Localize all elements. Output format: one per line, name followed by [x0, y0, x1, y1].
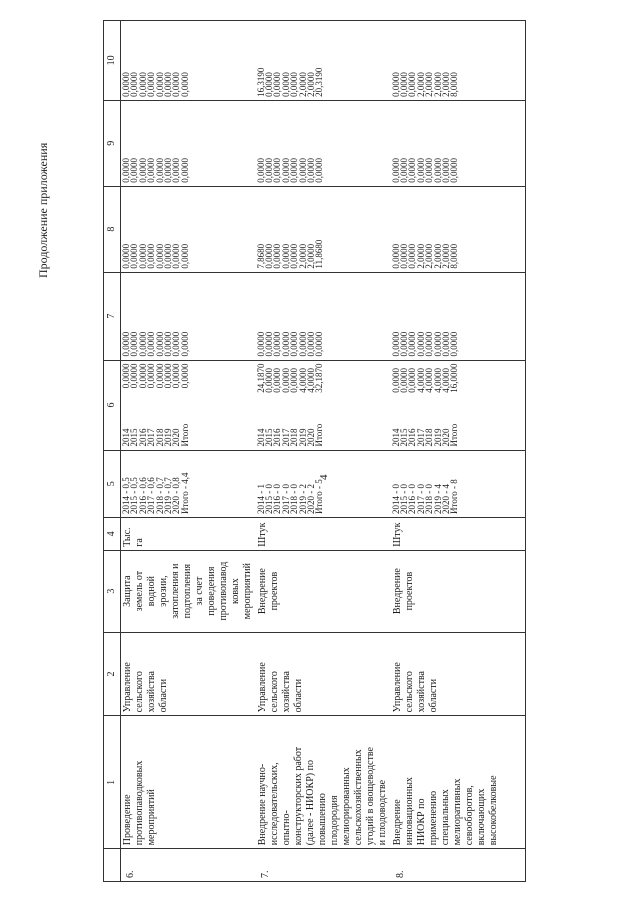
amount-cell [121, 100, 256, 186]
text-line: хозяйства [146, 671, 157, 713]
plan-value: Итого - 5 [314, 479, 325, 514]
amount-value: 0,0000 [121, 72, 131, 97]
year-value: 2020 [440, 428, 451, 447]
amount-value: 0,0000 [390, 331, 401, 357]
amount-value: 0,0000 [407, 368, 418, 393]
amount-value: 0,0000 [129, 157, 140, 183]
year-value: 2015 [129, 428, 140, 447]
amount-value: 0,0000 [432, 157, 443, 183]
plan-value: 2014 - 0 [390, 484, 401, 514]
amount-value: 0,0000 [280, 157, 291, 183]
amount-value: 0,0000 [314, 157, 325, 183]
text-line: Тыс. [122, 527, 133, 547]
year-value: Итого [314, 423, 325, 447]
year-value: 2019 [163, 428, 174, 447]
amount-value: 0,0000 [129, 243, 140, 269]
amount-value: 0,0000 [154, 72, 165, 97]
amount-value: 0,0000 [305, 331, 316, 357]
text-line: конструкторских работ [292, 746, 304, 846]
amount-value: 0,0000 [171, 363, 182, 389]
amount-value: 0,0000 [280, 72, 291, 97]
header-cell: 8 [104, 186, 121, 272]
amount-value: 0,0000 [263, 331, 274, 357]
text-line: хозяйства [280, 671, 292, 713]
table-row [391, 21, 526, 882]
amount-value: 0,0000 [121, 157, 131, 183]
text-line: области [292, 678, 304, 713]
text-line: проектов [268, 571, 280, 611]
text-line: специальных [439, 789, 451, 846]
activity-cell [391, 716, 526, 849]
amount-cell [391, 186, 526, 272]
amount-value: 0,0000 [154, 157, 165, 183]
year-value: 2019 [432, 428, 443, 447]
table-row [121, 21, 256, 882]
program-table [103, 20, 526, 882]
text-line: Штук [256, 522, 268, 547]
text-line: хозяйства [415, 671, 427, 713]
amount-value: 0,0000 [179, 157, 190, 183]
amount-value: 7,8680 [255, 243, 266, 269]
years-list [392, 424, 459, 447]
header-cell: 9 [104, 100, 121, 186]
plan-value: 2019 - 0,7 [163, 477, 174, 514]
amount-value: 0,0000 [146, 363, 157, 389]
activity-cell [121, 716, 256, 849]
amount-value: 11,8680 [314, 239, 325, 269]
amount-value: 0,0000 [407, 243, 418, 269]
amount-value: 0,0000 [171, 72, 182, 97]
indicator-cell [121, 550, 256, 632]
text-line: противопавод [218, 561, 229, 621]
amount-value: 0,0000 [255, 157, 266, 183]
plan-value: 2015 - 0 [263, 484, 274, 514]
text-line: Защита [122, 575, 133, 607]
amount-cell [256, 100, 391, 186]
plan-value: 2016 - 0 [272, 484, 283, 514]
amount-value: 0,0000 [163, 243, 174, 269]
plan-value: 2016 - 0,6 [137, 477, 148, 514]
text-line: сельского [134, 671, 145, 713]
year-value: 2018 [424, 428, 435, 447]
amount-value: 0,0000 [449, 157, 460, 183]
year-amount-cell [121, 360, 256, 450]
amount-value: 0,0000 [171, 157, 182, 183]
amount-value: 0,0000 [146, 331, 157, 357]
row-number-cell: 7. [256, 849, 391, 882]
text-line: га [134, 538, 145, 547]
amount-list [257, 364, 324, 393]
unit-cell [256, 518, 391, 551]
amount-value: 0,0000 [137, 72, 148, 97]
amount-value: 0,0000 [289, 157, 300, 183]
amount-value: 0,0000 [146, 157, 157, 183]
amount-value: 4,0000 [424, 368, 435, 393]
amount-cell [121, 21, 256, 101]
plan-value: 2019 - 4 [432, 484, 443, 514]
amount-value: 0,0000 [163, 157, 174, 183]
text-line: эрозии, [158, 575, 169, 607]
header-cell: 7 [104, 272, 121, 360]
amount-cell [391, 272, 526, 360]
amount-value: 0,0000 [154, 331, 165, 357]
amount-value: 0,0000 [154, 243, 165, 269]
continuation-label: Продолжение приложения [36, 142, 50, 278]
plan-value: 2020 - 0,8 [171, 477, 182, 514]
text-line: исследовательских, [268, 762, 280, 846]
amount-list [392, 364, 459, 393]
amount-value: 0,0000 [272, 157, 283, 183]
plan-value: 2017 - 0,6 [146, 477, 157, 514]
year-value: Итого [179, 423, 190, 447]
amount-value: 16,3190 [255, 67, 266, 97]
amount-value: 0,0000 [154, 363, 165, 389]
plan-value: 2015 - 0 [398, 484, 409, 514]
text-line: мероприятий [146, 789, 157, 846]
amount-value: 0,0000 [163, 331, 174, 357]
text-line: Внедрение научно- [256, 763, 268, 846]
plan-value: 2018 - 0,7 [154, 477, 165, 514]
year-value: 2015 [398, 428, 409, 447]
text-line: высокобелковые [487, 775, 499, 846]
header-cell: 10 [104, 21, 121, 101]
executor-cell [256, 632, 391, 716]
amount-value: 0,0000 [390, 368, 401, 393]
text-line: Проведение [122, 794, 133, 846]
text-line: мелиоративных [451, 778, 463, 846]
executor-cell [391, 632, 526, 716]
year-value: 2018 [289, 428, 300, 447]
year-value: 2020 [305, 428, 316, 447]
plan-value: 2014 - 0,5 [121, 477, 131, 514]
amount-value: 24,1870 [255, 363, 266, 393]
text-line: плодородия [328, 795, 340, 846]
text-line: подтопления [182, 563, 193, 619]
amount-value: 0,0000 [129, 331, 140, 357]
text-line: мероприятий [242, 563, 253, 620]
table-row [256, 21, 391, 882]
page-number: 4 [318, 474, 330, 480]
amount-value: 0,0000 [415, 157, 426, 183]
amount-value: 2,0000 [415, 243, 426, 269]
text-line: повышению [316, 793, 328, 846]
year-value: 2014 [121, 428, 131, 447]
amount-value: 32,1870 [314, 363, 325, 393]
text-line: севооборотов, [463, 785, 475, 846]
table-body [121, 21, 526, 882]
text-line: сельскохозяйственных [352, 749, 364, 846]
amount-value: 0,0000 [263, 368, 274, 393]
row-number-cell: 6. [121, 849, 256, 882]
amount-value: 4,0000 [440, 368, 451, 393]
amount-value: 2,0000 [297, 243, 308, 269]
amount-value: 0,0000 [289, 243, 300, 269]
plan-value: 2018 - 0 [289, 484, 300, 514]
indicator-cell [256, 550, 391, 632]
text-line: за счет [194, 576, 205, 606]
amount-value: 0,0000 [280, 368, 291, 393]
header-cell [104, 849, 121, 882]
amount-value: 0,0000 [289, 331, 300, 357]
amount-value: 16,0000 [449, 363, 460, 393]
text-line: и плодоводстве [376, 779, 388, 846]
text-line: проектов [403, 571, 415, 611]
years-list [257, 424, 324, 447]
amount-value: 0,0000 [280, 243, 291, 269]
amount-value: 0,0000 [432, 331, 443, 357]
amount-value: 8,0000 [449, 72, 460, 97]
amount-value: 0,0000 [263, 157, 274, 183]
text-line: земель от [134, 570, 145, 612]
amount-value: 0,0000 [390, 243, 401, 269]
amount-value: 0,0000 [171, 331, 182, 357]
text-line: применению [427, 790, 439, 846]
text-line: Внедрение [256, 568, 268, 615]
plan-cell [121, 450, 256, 517]
year-value: 2017 [415, 428, 426, 447]
year-value: 2020 [171, 428, 182, 447]
amount-value: 0,0000 [163, 363, 174, 389]
amount-cell [121, 186, 256, 272]
plan-value: 2015 - 0,5 [129, 477, 140, 514]
header-cell: 2 [104, 632, 121, 716]
amount-value: 0,0000 [314, 331, 325, 357]
amount-value: 0,0000 [121, 243, 131, 269]
plan-value: 2020 - 4 [440, 484, 451, 514]
year-value: 2017 [146, 428, 157, 447]
text-line: сельского [403, 671, 415, 713]
amount-value: 0,0000 [390, 157, 401, 183]
year-amount-cell [256, 360, 391, 450]
amount-value: 0,0000 [424, 157, 435, 183]
amount-value: 20,3190 [314, 67, 325, 97]
year-amount-cell [391, 360, 526, 450]
plan-value: 2018 - 0 [424, 484, 435, 514]
amount-value: 0,0000 [179, 72, 190, 97]
text-line: Штук [391, 522, 403, 547]
amount-value: 2,0000 [440, 72, 451, 97]
amount-value: 0,0000 [121, 331, 131, 357]
amount-value: 0,0000 [171, 243, 182, 269]
year-value: 2015 [263, 428, 274, 447]
text-line: опытно- [280, 810, 292, 846]
table-header-row [104, 21, 121, 882]
year-value: 2016 [407, 428, 418, 447]
amount-value: 0,0000 [272, 368, 283, 393]
years-list [122, 424, 189, 447]
amount-value: 0,0000 [398, 157, 409, 183]
amount-value: 0,0000 [272, 243, 283, 269]
text-line: Управление [391, 662, 403, 713]
year-value: 2018 [154, 428, 165, 447]
amount-value: 0,0000 [137, 363, 148, 389]
text-line: области [427, 678, 439, 713]
amount-value: 0,0000 [449, 331, 460, 357]
amount-value: 0,0000 [424, 331, 435, 357]
plan-value: Итого - 4,4 [179, 472, 190, 514]
text-line: водной [146, 576, 157, 607]
text-line: (далее - НИОКР) по [304, 760, 316, 846]
year-value: Итого [449, 423, 460, 447]
plan-value: 2019 - 2 [297, 484, 308, 514]
amount-value: 0,0000 [137, 243, 148, 269]
amount-value: 0,0000 [398, 72, 409, 97]
year-value: 2019 [297, 428, 308, 447]
amount-value: 0,0000 [137, 157, 148, 183]
amount-value: 4,0000 [415, 368, 426, 393]
amount-value: 2,0000 [305, 243, 316, 269]
amount-value: 0,0000 [398, 368, 409, 393]
amount-value: 2,0000 [440, 243, 451, 269]
text-line: мелиорированных [340, 767, 352, 846]
amount-value: 0,0000 [179, 243, 190, 269]
amount-value: 0,0000 [255, 331, 266, 357]
amount-cell [391, 21, 526, 101]
amount-cell [121, 272, 256, 360]
amount-value: 4,0000 [432, 368, 443, 393]
amount-value: 0,0000 [415, 331, 426, 357]
amount-value: 0,0000 [129, 72, 140, 97]
row-number-cell: 8. [391, 849, 526, 882]
plan-value: 2014 - 1 [255, 484, 266, 514]
amount-value: 2,0000 [432, 243, 443, 269]
year-value: 2014 [255, 428, 266, 447]
amount-value: 0,0000 [146, 72, 157, 97]
amount-value: 2,0000 [424, 243, 435, 269]
amount-value: 0,0000 [407, 331, 418, 357]
amount-value: 0,0000 [263, 72, 274, 97]
header-cell: 4 [104, 518, 121, 551]
text-line: сельского [268, 671, 280, 713]
amount-cell [256, 272, 391, 360]
amount-value: 0,0000 [129, 363, 140, 389]
plan-value: 2017 - 0 [415, 484, 426, 514]
text-line: ковых [230, 578, 241, 605]
plan-value: 2020 - 2 [305, 484, 316, 514]
amount-value: 4,0000 [305, 368, 316, 393]
amount-value: 0,0000 [297, 157, 308, 183]
amount-value: 0,0000 [263, 243, 274, 269]
text-line: противопаводковых [134, 760, 145, 846]
amount-value: 0,0000 [297, 331, 308, 357]
header-cell: 6 [104, 360, 121, 450]
amount-value: 0,0000 [280, 331, 291, 357]
amount-cell [391, 100, 526, 186]
amount-value: 0,0000 [272, 72, 283, 97]
executor-cell [121, 632, 256, 716]
amount-value: 0,0000 [407, 72, 418, 97]
amount-value: 0,0000 [146, 243, 157, 269]
amount-cell [256, 186, 391, 272]
text-line: инновационных [403, 777, 415, 846]
amount-value: 0,0000 [440, 157, 451, 183]
amount-cell [256, 21, 391, 101]
amount-value: 0,0000 [398, 243, 409, 269]
amount-value: 0,0000 [398, 331, 409, 357]
year-value: 2016 [137, 428, 148, 447]
plan-value: Итого - 8 [449, 479, 460, 514]
year-value: 2016 [272, 428, 283, 447]
rotated-table-container [103, 20, 524, 882]
amount-value: 0,0000 [390, 72, 401, 97]
amount-list [122, 364, 189, 389]
header-cell: 1 [104, 716, 121, 849]
amount-value: 2,0000 [424, 72, 435, 97]
text-line: Управление [122, 662, 133, 713]
amount-value: 0,0000 [272, 331, 283, 357]
text-line: НИОКР по [415, 798, 427, 846]
amount-value: 2,0000 [305, 72, 316, 97]
year-value: 2017 [280, 428, 291, 447]
plan-cell [391, 450, 526, 517]
amount-value: 0,0000 [179, 363, 190, 389]
indicator-cell [391, 550, 526, 632]
amount-value: 0,0000 [163, 72, 174, 97]
amount-value: 0,0000 [179, 331, 190, 357]
text-line: затопления и [170, 563, 181, 619]
unit-cell [391, 518, 526, 551]
text-line: включающих [475, 788, 487, 846]
amount-value: 0,0000 [289, 72, 300, 97]
amount-value: 0,0000 [137, 331, 148, 357]
plan-value: 2016 - 0 [407, 484, 418, 514]
text-line: Внедрение [391, 799, 403, 846]
text-line: Внедрение [391, 568, 403, 615]
year-value: 2014 [390, 428, 401, 447]
amount-value: 0,0000 [440, 331, 451, 357]
amount-value: 2,0000 [297, 72, 308, 97]
amount-value: 0,0000 [407, 157, 418, 183]
text-line: области [158, 678, 169, 713]
activity-cell [256, 716, 391, 849]
amount-value: 0,0000 [121, 363, 131, 389]
header-cell: 5 [104, 450, 121, 517]
unit-cell [121, 518, 256, 551]
text-line: проведения [206, 566, 217, 616]
text-line: угодий в овощеводстве [364, 747, 376, 846]
amount-value: 8,0000 [449, 243, 460, 269]
plan-value: 2017 - 0 [280, 484, 291, 514]
amount-value: 0,0000 [305, 157, 316, 183]
amount-value: 2,0000 [415, 72, 426, 97]
plan-cell [256, 450, 391, 517]
amount-value: 2,0000 [432, 72, 443, 97]
header-cell: 3 [104, 550, 121, 632]
text-line: Управление [256, 662, 268, 713]
amount-value: 4,0000 [297, 368, 308, 393]
amount-value: 0,0000 [289, 368, 300, 393]
